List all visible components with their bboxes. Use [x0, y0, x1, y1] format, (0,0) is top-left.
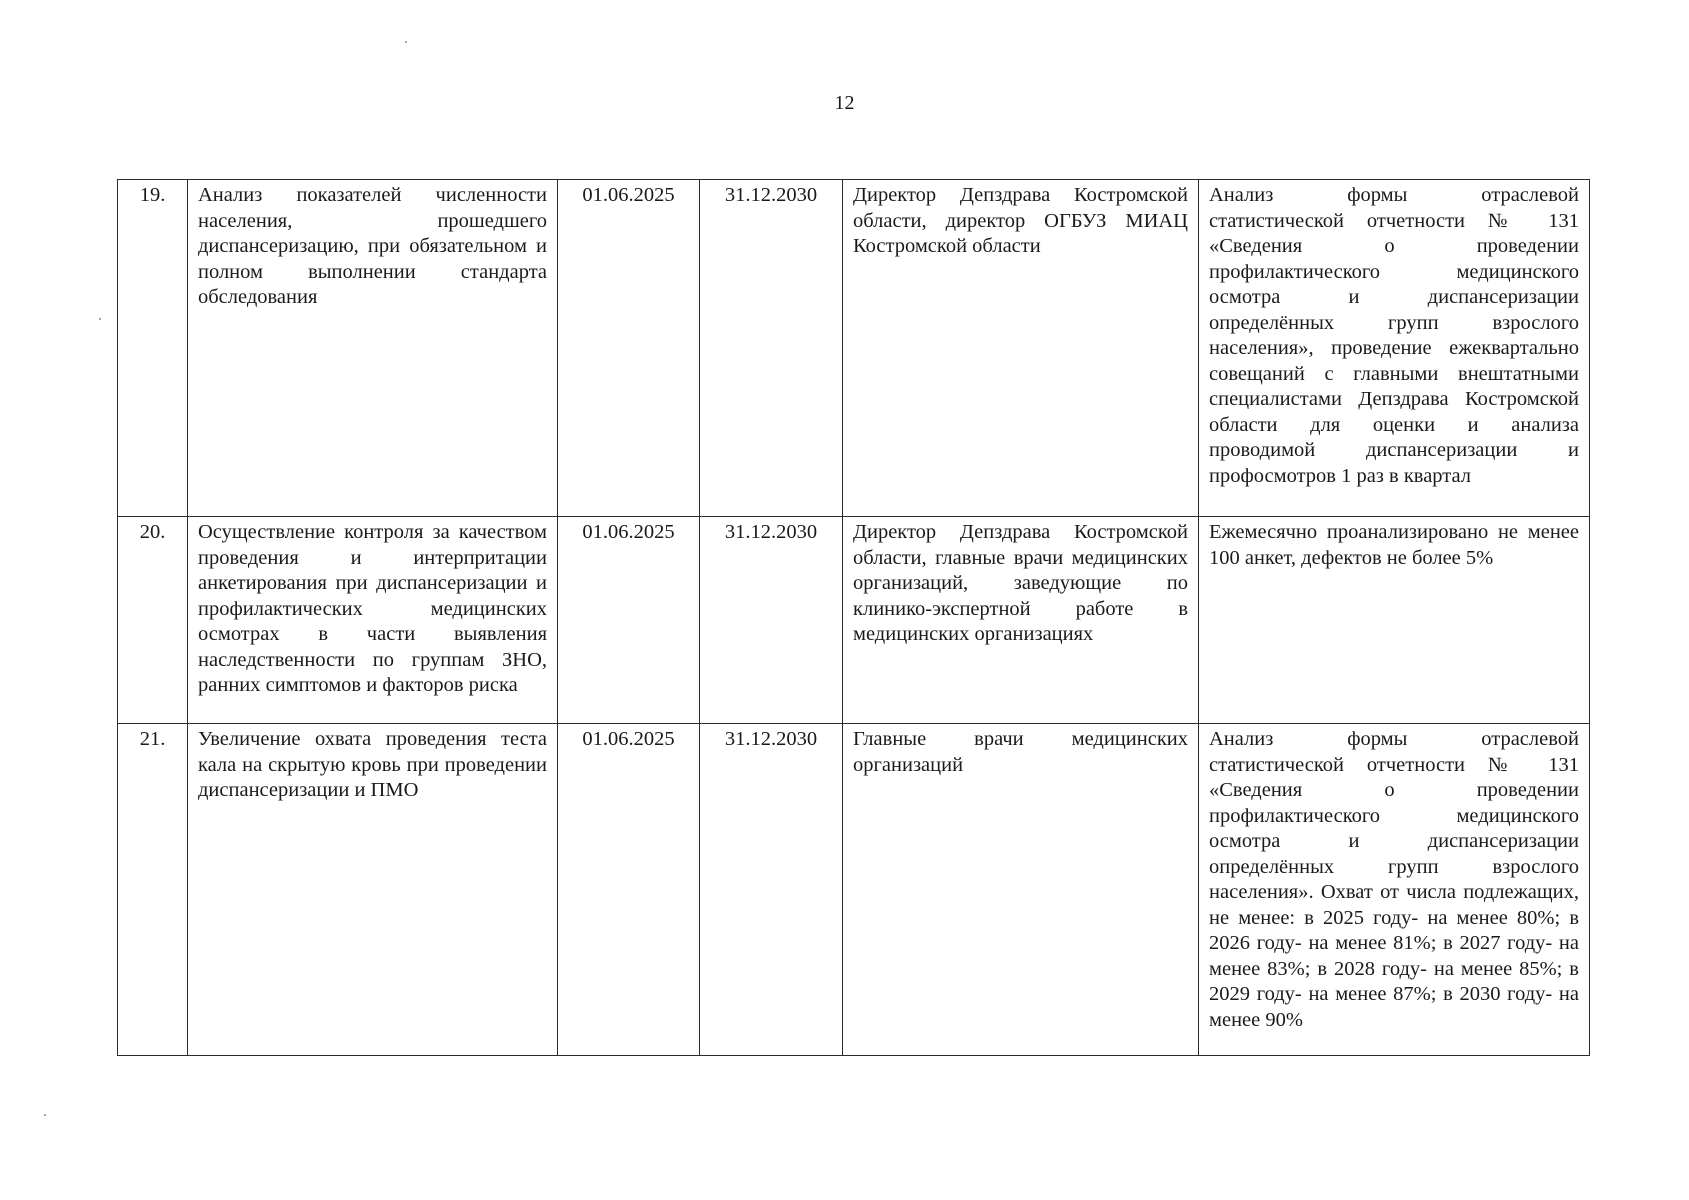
responsible-cell: Главные врачи медицинских организаций	[843, 724, 1199, 1056]
result-cell: Анализ формы отраслевой статистической отчетности № 131 «Сведения о проведении профилактического медицинского осмотра и диспансеризации определённых групп взрослого населения», проведение ежеквартально совещаний с главными внештатными специалистами Депздрава Костромской области для оценки и анализа проводимой диспансеризации и профосмотров 1 раз в квартал	[1199, 180, 1590, 517]
activity-cell: Анализ показателей численности населения, прошедшего диспансеризацию, при обязательном и полном выполнении стандарта обследования	[188, 180, 558, 517]
row-number: 19.	[118, 180, 188, 517]
row-number: 20.	[118, 517, 188, 724]
responsible-cell: Директор Депздрава Костромской области, директор ОГБУЗ МИАЦ Костромской области	[843, 180, 1199, 517]
measures-table	[117, 179, 1590, 1056]
scan-speck	[405, 41, 407, 43]
end-date-cell: 31.12.2030	[700, 724, 843, 1056]
start-date-cell: 01.06.2025	[558, 724, 700, 1056]
result-cell: Ежемесячно проанализировано не менее 100 анкет, дефектов не более 5%	[1199, 517, 1590, 724]
row-number: 21.	[118, 724, 188, 1056]
page-number: 12	[834, 92, 855, 114]
table-row	[118, 180, 1590, 517]
scan-speck	[99, 318, 101, 320]
table-row	[118, 724, 1590, 1056]
end-date-cell: 31.12.2030	[700, 180, 843, 517]
scan-speck	[44, 1114, 46, 1116]
start-date-cell: 01.06.2025	[558, 180, 700, 517]
activity-cell: Увеличение охвата проведения теста кала на скрытую кровь при проведении диспансеризации и ПМО	[188, 724, 558, 1056]
result-cell: Анализ формы отраслевой статистической отчетности № 131 «Сведения о проведении профилактического медицинского осмотра и диспансеризации определённых групп взрослого населения». Охват от числа подлежащих, не менее: в 2025 году- на менее 80%; в 2026 году- на менее 81%; в 2027 году- на менее 83%; в 2028 году- на менее 85%; в 2029 году- на менее 87%; в 2030 году- на менее 90%	[1199, 724, 1590, 1056]
end-date-cell: 31.12.2030	[700, 517, 843, 724]
start-date-cell: 01.06.2025	[558, 517, 700, 724]
responsible-cell: Директор Депздрава Костромской области, главные врачи медицинских организаций, заведующие по клинико-экспертной работе в медицинских организациях	[843, 517, 1199, 724]
table-row	[118, 517, 1590, 724]
activity-cell: Осуществление контроля за качеством проведения и интерпритации анкетирования при диспансеризации и профилактических медицинских осмотрах в части выявления наследственности по группам ЗНО, ранних симптомов и факторов риска	[188, 517, 558, 724]
